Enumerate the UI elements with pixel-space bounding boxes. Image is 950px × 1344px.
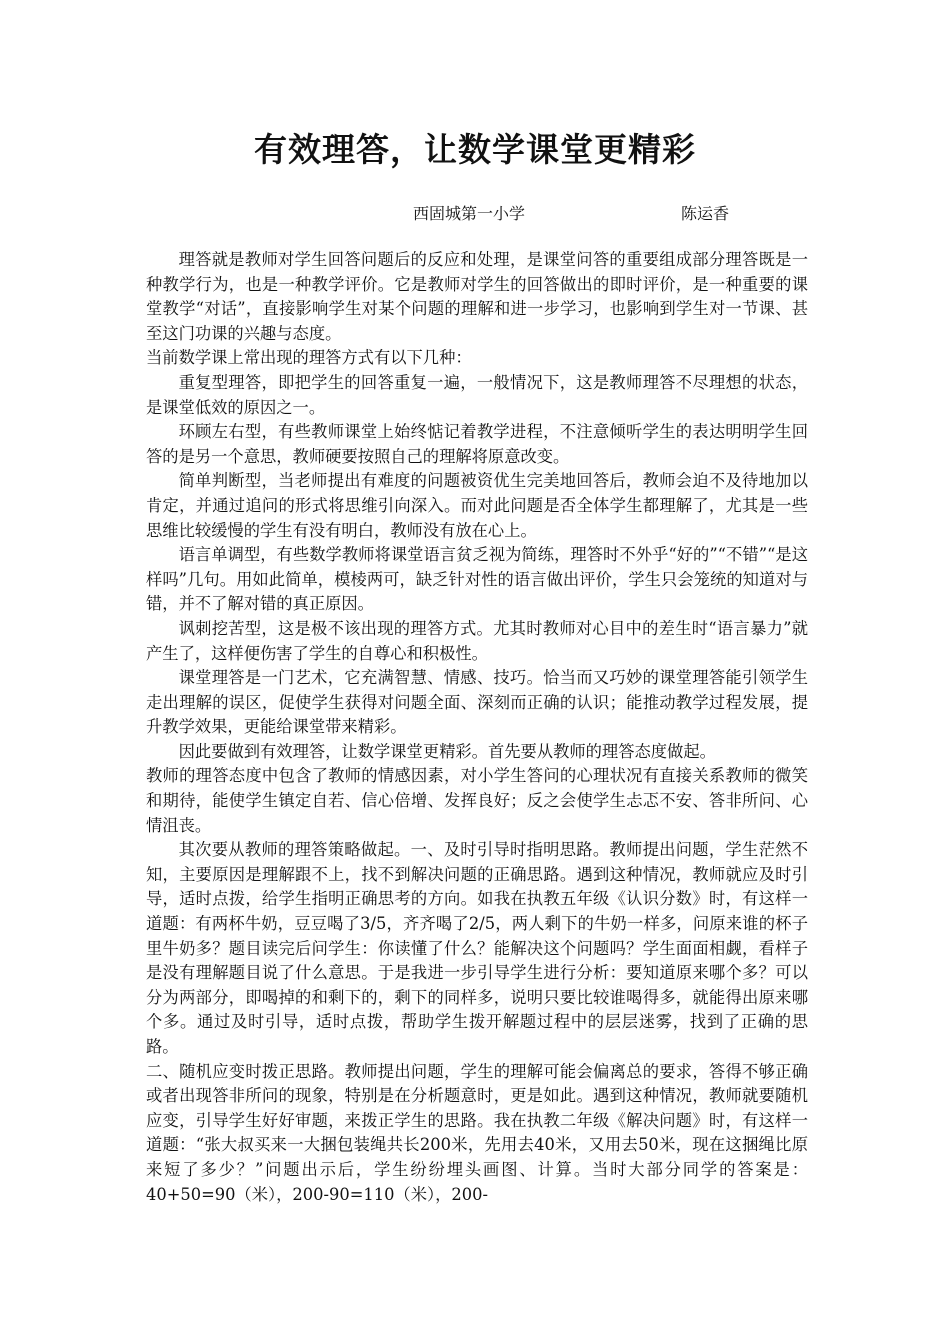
- paragraph-art-of-response: 课堂理答是一门艺术，它充满智慧、情感、技巧。恰当而又巧妙的课堂理答能引领学生走出理解的误区，促使学生获得对问题全面、深刻而正确的认识；能推动教学过程发展，提升教学效果，更能给课堂带来精彩。: [146, 668, 808, 737]
- paragraph-repeat-type: 重复型理答，即把学生的回答重复一遍，一般情况下，这是教师理答不尽理想的状态，是课堂低效的原因之一。: [146, 372, 808, 417]
- document-title: 有效理答，让数学课堂更精彩: [254, 130, 696, 169]
- paragraph-list-heading: 当前数学课上常出现的理答方式有以下几种：: [146, 348, 472, 368]
- school-name: 西固城第一小学: [413, 204, 526, 223]
- paragraph-attitude-detail: 教师的理答态度中包含了教师的情感因素，对小学生答问的心理状况有直接关系教师的微笑和期待，能使学生镇定自若、信心倍增、发挥良好；反之会使学生忐忑不安、答非所问、心情沮丧。: [146, 766, 808, 835]
- paragraph-monotone-language-type: 语言单调型，有些数学教师将课堂语言贫乏视为简练，理答时不外乎“好的”“不错”“是这样吗”几句。用如此简单，模棱两可，缺乏针对性的语言做出评价，学生只会笼统的知道对与错，并不了解对错的真正原因。: [146, 545, 808, 614]
- byline: [0, 201, 950, 227]
- author-name: 陈运香: [681, 204, 730, 223]
- paragraph-intro: 理答就是教师对学生回答问题后的反应和处理，是课堂问答的重要组成部分理答既是一种教学行为，也是一种教学评价。它是教师对学生的回答做出的即时评价，是一种重要的课堂教学“对话”，直接影响学生对某个问题的理解和进一步学习，也影响到学生对一节课、甚至这门功课的兴趣与态度。: [146, 250, 808, 343]
- paragraph-sarcasm-type: 讽刺挖苦型，这是极不该出现的理答方式。尤其时教师对心目中的差生时“语言暴力”就产生了，这样便伤害了学生的自尊心和积极性。: [146, 618, 808, 663]
- paragraph-strategy-adapt: 二、随机应变时拨正思路。教师提出问题，学生的理解可能会偏离总的要求，答得不够正确或者出现答非所问的现象，特别是在分析题意时，更是如此。遇到这种情况，教师就要随机应变，引导学生好好审题，来拨正学生的思路。我在执教二年级《解决问题》时，有这样一道题：“张大叔买来一大捆包装绳共长200米，先用去40米，又用去50米，现在这捆绳比原来短了多少？”问题出示后，学生纷纷埋头画图、计算。当时大部分同学的答案是：40+50=90（米），200-90=110（米），200-: [146, 1061, 808, 1204]
- paragraph-strategy-guidance: 其次要从教师的理答策略做起。一、及时引导时指明思路。教师提出问题，学生茫然不知，主要原因是理解跟不上，找不到解决问题的正确思路。遇到这种情况，教师就应及时引导，适时点拨，给学生指明正确思考的方向。如我在执教五年级《认识分数》时，有这样一道题：有两杯牛奶，豆豆喝了3/5，齐齐喝了2/5，两人剩下的牛奶一样多，问原来谁的杯子里牛奶多？题目读完后问学生：你读懂了什么？能解决这个问题吗？学生面面相觑，看样子是没有理解题目说了什么意思。于是我进一步引导学生进行分析：要知道原来哪个多？可以分为两部分，即喝掉的和剩下的，剩下的同样多，说明只要比较谁喝得多，就能得出原来哪个多。通过及时引导，适时点拨，帮助学生拨开解题过程中的层层迷雾，找到了正确的思路。: [146, 840, 808, 1056]
- paragraph-simple-judgment-type: 简单判断型，当老师提出有难度的问题被资优生完美地回答后，教师会迫不及待地加以肯定，并通过追问的形式将思维引向深入。而对此问题是否全体学生都理解了，尤其是一些思维比较缓慢的学生有没有明白，教师没有放在心上。: [146, 471, 808, 540]
- document-body: [146, 248, 808, 1207]
- paragraph-attitude-first: 因此要做到有效理答，让数学课堂更精彩。首先要从教师的理答态度做起。: [178, 741, 716, 761]
- paragraph-look-around-type: 环顾左右型，有些教师课堂上始终惦记着教学进程，不注意倾听学生的表达明明学生回答的是另一个意思，教师硬要按照自己的理解将原意改变。: [146, 422, 808, 466]
